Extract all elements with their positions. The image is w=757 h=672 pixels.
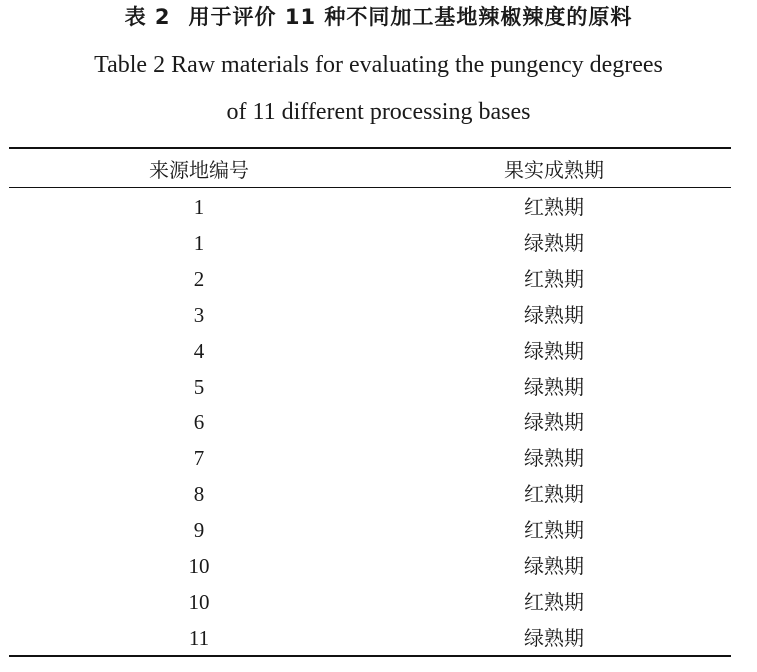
table-bottom-rule <box>9 655 731 657</box>
cell-source-id: 4 <box>193 338 205 363</box>
caption-title-cn: 用于评价 11 种不同加工基地辣椒辣度的原料 <box>188 5 633 29</box>
cell-maturity-stage: 绿熟期 <box>524 230 584 255</box>
cell-maturity-stage: 红熟期 <box>524 266 584 291</box>
table-row <box>9 261 731 297</box>
table-row <box>9 333 731 369</box>
cell-source-id: 10 <box>188 589 210 614</box>
cell-maturity-stage: 红熟期 <box>524 589 584 614</box>
cell-maturity-stage: 绿熟期 <box>524 374 584 399</box>
cell-source-id: 2 <box>193 266 205 291</box>
table-header-rule <box>9 187 731 188</box>
cell-source-id: 1 <box>193 230 205 255</box>
cell-maturity-stage: 绿熟期 <box>524 338 584 363</box>
cell-source-id: 8 <box>193 482 205 507</box>
table-row <box>9 584 731 620</box>
table-top-rule <box>9 147 731 149</box>
table-row <box>9 404 731 440</box>
cell-maturity-stage: 绿熟期 <box>524 554 584 578</box>
caption-english-line-1: Table 2 Raw materials for evaluating the pungency degrees <box>94 52 663 78</box>
table-row <box>9 225 731 261</box>
cell-source-id: 3 <box>193 302 205 327</box>
cell-maturity-stage: 红熟期 <box>524 195 584 219</box>
table-row <box>9 297 731 333</box>
table-row <box>9 548 731 584</box>
cell-source-id: 1 <box>193 195 205 219</box>
cell-source-id: 11 <box>188 625 210 650</box>
table-row <box>9 476 731 512</box>
cell-maturity-stage: 红熟期 <box>524 482 584 507</box>
caption-label: 表 2 <box>124 5 171 29</box>
cell-source-id: 5 <box>193 374 205 399</box>
cell-source-id: 7 <box>193 446 205 471</box>
cell-source-id: 10 <box>188 554 210 578</box>
header-maturity-stage: 果实成熟期 <box>504 157 604 182</box>
header-source-id: 来源地编号 <box>149 157 249 182</box>
cell-maturity-stage: 绿熟期 <box>524 302 584 327</box>
table-row <box>9 369 731 405</box>
table-header <box>9 150 731 186</box>
cell-source-id: 6 <box>193 410 205 435</box>
table-row <box>9 512 731 548</box>
caption-english-line-2: of 11 different processing bases <box>226 99 531 125</box>
cell-maturity-stage: 红熟期 <box>524 518 584 543</box>
table-row <box>9 620 731 656</box>
cell-source-id: 9 <box>193 518 205 543</box>
cell-maturity-stage: 绿熟期 <box>524 410 584 435</box>
cell-maturity-stage: 绿熟期 <box>524 446 584 471</box>
table-row <box>9 189 731 225</box>
cell-maturity-stage: 绿熟期 <box>524 625 584 650</box>
caption-chinese <box>0 2 757 32</box>
table-row <box>9 440 731 476</box>
